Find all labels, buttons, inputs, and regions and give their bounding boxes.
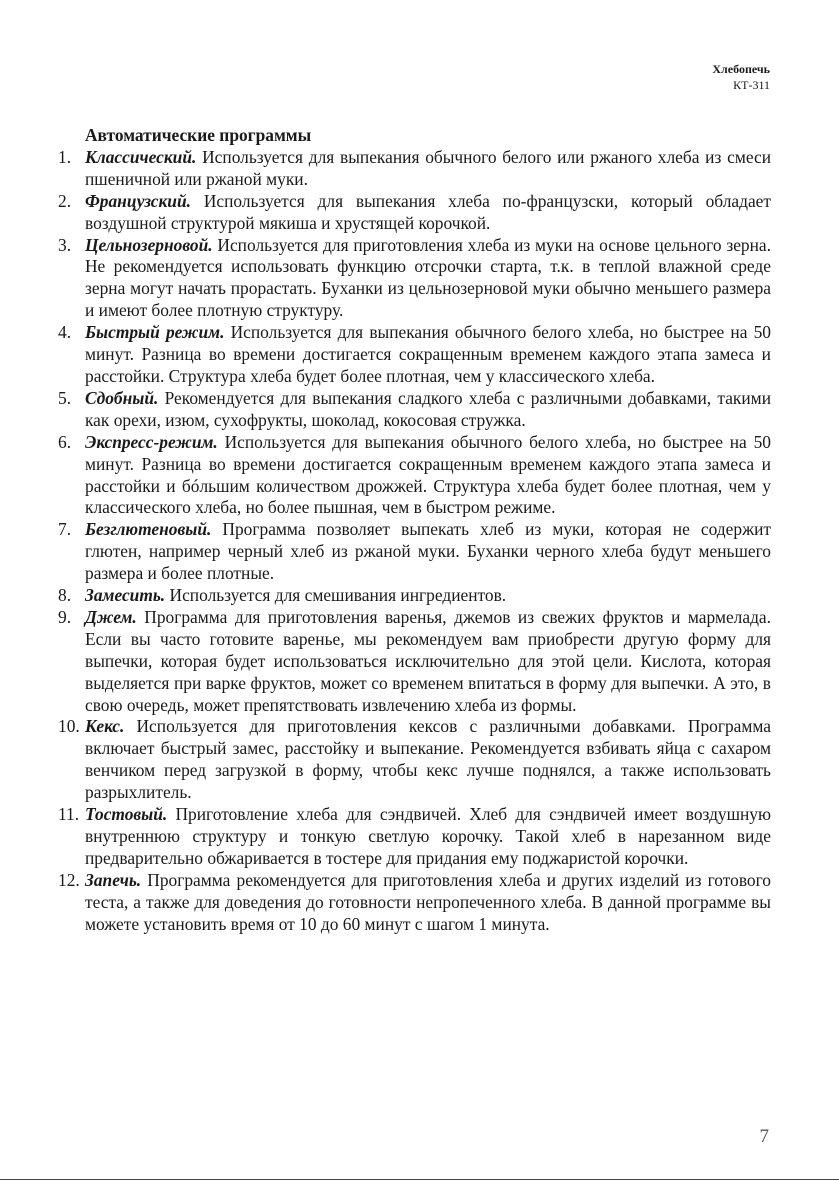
program-item: [58, 147, 771, 191]
program-item: [58, 235, 771, 323]
program-name: Безглютеновый.: [85, 519, 212, 540]
program-item: [58, 322, 771, 388]
program-number: 7.: [58, 519, 72, 540]
program-number: 11.: [58, 804, 80, 825]
section-title: Автоматические программы: [85, 125, 312, 145]
page-content: [58, 125, 771, 936]
program-name: Замесить.: [85, 585, 166, 606]
program-number: 12.: [58, 869, 80, 890]
program-item: [58, 716, 771, 804]
program-name: Классический.: [85, 146, 197, 167]
program-name: Кекс.: [85, 716, 125, 737]
program-description: Используется для выпекания хлеба по-французски, который обладает воздушной структурой мякиша и хрустящей корочкой.: [85, 190, 771, 233]
program-item: [58, 804, 771, 870]
program-number: 8.: [58, 585, 72, 606]
program-item: [58, 191, 771, 235]
program-item: [58, 432, 771, 520]
header-model: КТ-311: [733, 78, 770, 92]
program-description: Используется для смешивания ингредиентов.: [165, 585, 507, 606]
program-item: [58, 870, 771, 936]
program-number: 10.: [58, 716, 80, 737]
program-number: 2.: [58, 190, 72, 211]
program-description: Рекомендуется для выпекания сладкого хлеба с различными добавками, такими как орехи, изюм, сухофрукты, шоколад, кокосовая стружка.: [85, 387, 771, 430]
program-description: Используется для выпекания обычного белого хлеба, но быстрее на 50 минут. Разница во времени достигается сокращенным временем каждого этапа замеса и расстойки. Структура хлеба будет более плотная, чем у классического хлеба.: [85, 322, 771, 386]
page-header: [712, 61, 770, 93]
program-name: Французский.: [85, 190, 191, 211]
page-number: 7: [759, 1126, 769, 1147]
program-number: 5.: [58, 387, 72, 408]
header-brand: Хлебопечь: [712, 62, 770, 76]
program-name: Сдобный.: [85, 387, 159, 408]
program-description: Программа для приготовления варенья, джемов из свежих фруктов и мармелада. Если вы часто готовите варенье, мы рекомендуем вам приобрести другую форму для выпечки, которая будет использоваться исключительно для этой цели. Кислота, которая выделяется при варке фруктов, может со временем впитаться в форму для выпечки. А это, в свою очередь, может препятствовать извлечению хлеба из формы.: [85, 606, 771, 715]
program-name: Запечь.: [85, 869, 142, 890]
program-description: Программа позволяет выпекать хлеб из муки, которая не содержит глютен, например черный хлеб из ржаной муки. Буханки черного хлеба будут меньшего размера и более плотные.: [85, 519, 771, 584]
program-item: [58, 585, 771, 607]
program-name: Тостовый.: [85, 804, 168, 825]
program-number: 9.: [58, 606, 72, 627]
program-name: Быстрый режим.: [85, 322, 225, 343]
program-item: [58, 519, 771, 585]
program-description: Используется для выпекания обычного белого хлеба, но быстрее на 50 минут. Разница во времени достигается сокращенным временем каждого этапа замеса и расстойки и бóльшим количеством дрожжей. Структура хлеба будет более плотная, чем у классического хлеба, но более пышная, чем в быстром режиме.: [85, 431, 771, 518]
program-name: Джем.: [85, 606, 137, 627]
program-name: Экспресс-режим.: [85, 431, 218, 452]
program-description: Используется для приготовления кексов с различными добавками. Программа включает быстрый замес, расстойку и выпекание. Рекомендуется взбивать яйца с сахаром венчиком перед загрузкой в форму, чтобы кекс лучше поднялся, а также использовать разрыхлитель.: [85, 716, 771, 803]
program-number: 4.: [58, 322, 72, 343]
program-item: [58, 388, 771, 432]
program-number: 1.: [58, 146, 72, 167]
program-description: Программа рекомендуется для приготовления хлеба и других изделий из готового теста, а также для доведения до готовности непропеченного хлеба. В данной программе вы можете установить время от 10 до 60 минут с шагом 1 минута.: [85, 869, 771, 934]
bottom-divider: [0, 1179, 839, 1180]
program-item: [58, 607, 771, 717]
program-number: 6.: [58, 431, 72, 452]
program-description: Приготовление хлеба для сэндвичей. Хлеб для сэндвичей имеет воздушную внутреннюю структуру и тонкую светлую корочку. Такой хлеб в нарезанном виде предварительно обжаривается в тостере для придания ему поджаристой корочки.: [85, 804, 771, 868]
program-description: Используется для приготовления хлеба из муки на основе цельного зерна. Не рекомендуется использовать функцию отсрочки старта, т.к. в теплой влажной среде зерна могут начать прорастать. Буханки из цельнозерновой муки обычно меньшего размера и имеют более плотную структуру.: [85, 234, 771, 321]
program-name: Цельнозерновой.: [85, 234, 213, 255]
program-description: Используется для выпекания обычного белого или ржаного хлеба из смеси пшеничной или ржаной муки.: [85, 146, 771, 189]
program-number: 3.: [58, 234, 72, 255]
